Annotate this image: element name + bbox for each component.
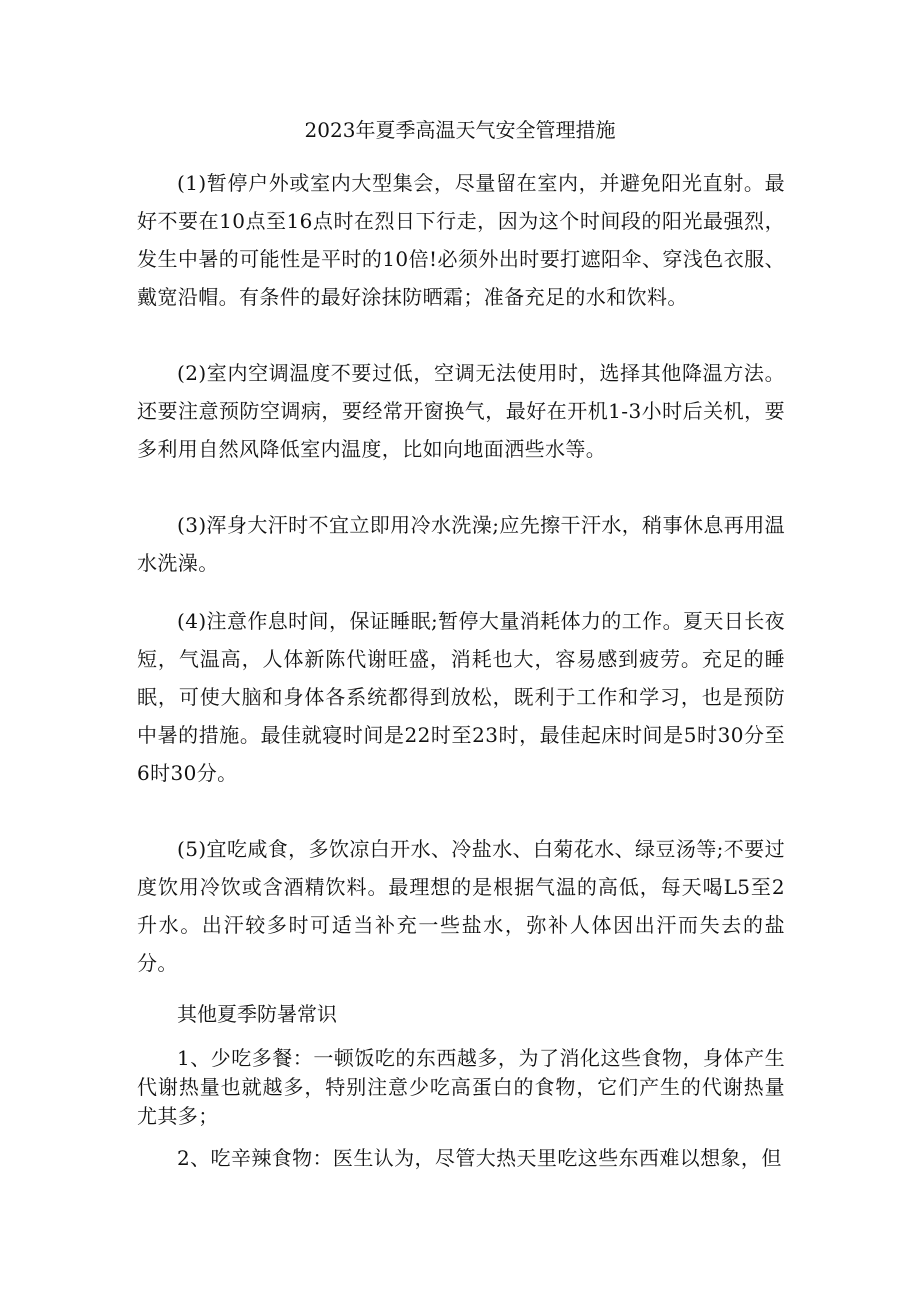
measure-paragraph-5: (5)宜吃咸食，多饮凉白开水、冷盐水、白菊花水、绿豆汤等;不要过度饮用冷饮或含酒精饮料。最理想的是根据气温的高低，每天喝L5至2升水。出汗较多时可适当补充一些盐水，弥补人体因出汗而失去的盐分。 (137, 837, 785, 975)
tip-paragraph-1: 1、少吃多餐：一顿饭吃的东西越多，为了消化这些食物，身体产生代谢热量也就越多，特别注意少吃高蛋白的食物，它们产生的代谢热量尤其多； (137, 1046, 785, 1128)
document-title: 2023年夏季高温天气安全管理措施 (304, 118, 616, 142)
section-heading: 其他夏季防暑常识 (177, 1002, 337, 1026)
measure-paragraph-4: (4)注意作息时间，保证睡眠;暂停大量消耗体力的工作。夏天日长夜短，气温高，人体新陈代谢旺盛，消耗也大，容易感到疲劳。充足的睡眠，可使大脑和身体各系统都得到放松，既利于工作和学习，也是预防中暑的措施。最佳就寝时间是22时至23时，最佳起床时间是5时30分至6时30分。 (137, 609, 785, 785)
measure-paragraph-3: (3)浑身大汗时不宜立即用冷水洗澡;应先擦干汗水，稍事休息再用温水洗澡。 (137, 513, 785, 575)
measure-paragraph-1: (1)暂停户外或室内大型集会，尽量留在室内，并避免阳光直射。最好不要在10点至16点时在烈日下行走，因为这个时间段的阳光最强烈，发生中暑的可能性是平时的10倍!必须外出时要打遮阳伞、穿浅色衣服、戴宽沿帽。有条件的最好涂抹防晒霜；准备充足的水和饮料。 (137, 171, 785, 309)
measure-paragraph-2: (2)室内空调温度不要过低，空调无法使用时，选择其他降温方法。还要注意预防空调病，要经常开窗换气，最好在开机1-3小时后关机，要多利用自然风降低室内温度，比如向地面洒些水等。 (137, 361, 785, 461)
tip-paragraph-2: 2、吃辛辣食物：医生认为，尽管大热天里吃这些东西难以想象，但 (177, 1146, 782, 1170)
